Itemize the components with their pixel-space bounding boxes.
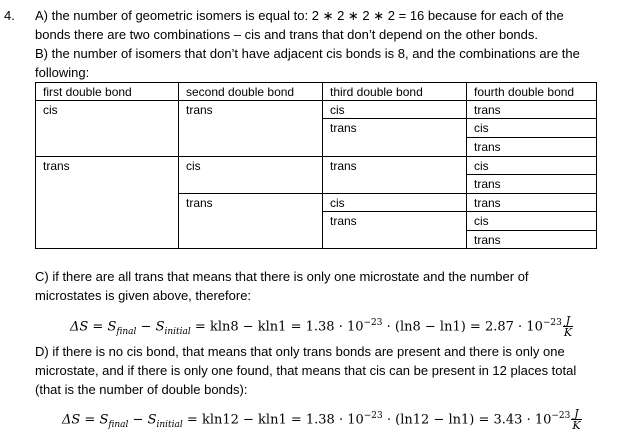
table-cell: cis xyxy=(466,156,597,175)
table-cell: cis xyxy=(322,193,467,212)
eq1-frac-den: K xyxy=(563,326,573,340)
eq2-sub-final: final xyxy=(108,419,129,430)
part-d-line-2: microstate, and if there is only one found, that means that cis can be present in 12 places total xyxy=(35,363,577,378)
eq1-unit-fraction xyxy=(563,315,573,338)
eq1-middle: · (ln8 − ln1) = 2.87 · 10 xyxy=(382,319,543,335)
entropy-equation-2 xyxy=(62,406,582,435)
table-cell: cis xyxy=(178,156,323,194)
table-cell: trans xyxy=(466,174,597,194)
eq1-sub-final: final xyxy=(116,326,137,337)
eq2-exp2: −23 xyxy=(551,411,571,421)
eq1-lhs: ΔS = S xyxy=(70,319,117,335)
eq2-lhs: ΔS = S xyxy=(62,412,109,428)
entropy-equation-1 xyxy=(70,313,573,342)
table-cell: cis xyxy=(322,100,467,119)
table-cell: trans xyxy=(466,100,597,119)
table-cell: trans xyxy=(322,156,467,194)
table-cell: cis xyxy=(466,211,597,231)
eq2-exp1: −23 xyxy=(363,411,383,421)
eq2-body: = kln12 − kln1 = 1.38 · 10 xyxy=(182,412,364,428)
part-d-line-1: D) if there is no cis bond, that means that only trans bonds are present and there is only one xyxy=(35,344,565,359)
eq2-sub-initial: initial xyxy=(156,419,183,430)
eq2-frac-num: J xyxy=(571,408,581,420)
eq1-exp1: −23 xyxy=(363,318,383,328)
eq2-middle: · (ln12 − ln1) = 3.43 · 10 xyxy=(382,412,552,428)
table-cell: trans xyxy=(35,156,179,249)
table-header: first double bond xyxy=(35,82,179,101)
table-cell: trans xyxy=(322,211,467,249)
table-cell: trans xyxy=(466,137,597,157)
table-cell: trans xyxy=(466,193,597,212)
table-header: second double bond xyxy=(178,82,323,101)
eq2-minus: − S xyxy=(128,412,157,428)
table-cell: cis xyxy=(466,118,597,138)
table-cell: trans xyxy=(178,100,323,157)
part-b-line-1: B) the number of isomers that don’t have adjacent cis bonds is 8, and the combinations are the xyxy=(35,46,580,61)
part-d-line-3: (that is the number of double bonds): xyxy=(35,382,248,397)
part-b-line-2: following: xyxy=(35,65,90,80)
table-cell: trans xyxy=(178,193,323,249)
eq1-body: = kln8 − kln1 = 1.38 · 10 xyxy=(190,319,364,335)
eq1-minus: − S xyxy=(136,319,165,335)
item-number: 4. xyxy=(4,8,15,23)
part-a-line-2: bonds there are two combinations – cis and trans that don’t depend on the other bonds. xyxy=(35,27,539,42)
eq1-exp2: −23 xyxy=(542,318,562,328)
table-cell: cis xyxy=(35,100,179,157)
part-a-line-1: A) the number of geometric isomers is equal to: 2 ∗ 2 ∗ 2 ∗ 2 = 16 because for each of the xyxy=(35,8,564,23)
eq2-unit-fraction xyxy=(571,408,581,431)
table-cell: trans xyxy=(322,118,467,157)
table-header: third double bond xyxy=(322,82,467,101)
table-cell: trans xyxy=(466,230,597,249)
eq2-frac-den: K xyxy=(572,419,581,433)
eq1-frac-num: J xyxy=(563,315,573,327)
table-header: fourth double bond xyxy=(466,82,597,101)
part-c-line-2: microstates is given above, therefore: xyxy=(35,288,252,303)
part-c-line-1: C) if there are all trans that means that there is only one microstate and the number of xyxy=(35,269,529,284)
eq1-sub-initial: initial xyxy=(164,326,191,337)
